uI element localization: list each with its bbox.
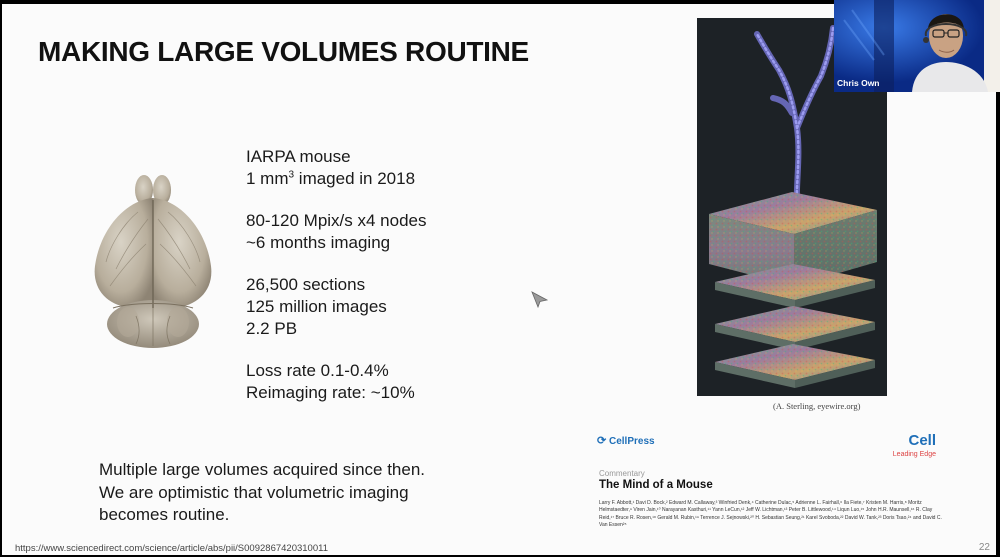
summary-line: We are optimistic that volumetric imaging	[99, 482, 409, 502]
fact-line: Reimaging rate: ~10%	[246, 383, 415, 402]
paper-citation	[597, 434, 944, 542]
cell-journal-logo: Cell	[908, 432, 936, 449]
fact-line-volume	[246, 168, 427, 190]
author-list: Larry F. Abbott,¹ Davi D. Bock,² Edward M. Callaway,³ Winfried Denk,⁴ Catherine Dulac,⁵ Adrienne L. Fairhall,⁶ Ila Fiete,⁷ Kristen M. Harris,⁸ Moritz Helmstaedter,⁹ Viren Jain,¹⁰ Narayanan Kasthuri,¹¹ Yann LeCun,¹² Jeff W. Lichtman,¹³ Peter B. Littlewood,¹⁴ Liqun Luo,¹⁵ John H.R. Maunsell,¹⁶ R. Clay Reid,¹⁷ Bruce R. Rosen,¹⁸ Gerald M. Rubin,¹⁹ Terrence J. Sejnowski,²⁰ H. Sebastian Seung,²¹ Karel Svoboda,²² David W. Tank,²³ Doris Tsao,²⁴ and David C. Van Essen²⁵	[599, 500, 942, 529]
fact-group-data	[246, 274, 427, 340]
mouse-pointer-icon	[531, 291, 549, 309]
source-url-link[interactable]: https://www.sciencedirect.com/science/article/abs/pii/S0092867420310011	[15, 543, 328, 554]
cellpress-text: CellPress	[609, 436, 655, 447]
fact-superscript: 3	[288, 169, 295, 181]
slide-title: MAKING LARGE VOLUMES ROUTINE	[38, 36, 529, 67]
figure-caption: (A. Sterling, eyewire.org)	[773, 401, 861, 411]
fact-line: 26,500 sections	[246, 275, 366, 294]
fact-group-rates	[246, 360, 427, 404]
fact-line: 2.2 PB	[246, 319, 298, 338]
summary-line: becomes routine.	[99, 505, 230, 524]
article-type: Commentary	[599, 469, 645, 478]
fact-line: ~6 months imaging	[246, 233, 391, 252]
section-label: Leading Edge	[892, 451, 936, 458]
fact-line: Loss rate 0.1-0.4%	[246, 361, 389, 380]
cellpress-icon: ⟳	[597, 435, 607, 447]
fact-text: 1 mm	[246, 169, 289, 188]
facts-list	[246, 146, 427, 424]
summary-text	[99, 459, 425, 527]
fact-group-iarpa	[246, 146, 427, 190]
fact-group-throughput	[246, 210, 427, 254]
presenter-name: Chris Own	[837, 78, 880, 88]
webcam-tile[interactable]	[834, 0, 1000, 92]
paper-title: The Mind of a Mouse	[599, 479, 713, 491]
summary-line: Multiple large volumes acquired since then.	[99, 460, 426, 479]
cellpress-logo	[597, 434, 655, 447]
mouse-brain-image	[88, 174, 218, 354]
fact-line: IARPA mouse	[246, 147, 351, 166]
fact-line: 125 million images	[246, 297, 387, 316]
fact-text: imaged in 2018	[294, 169, 416, 188]
fact-line: 80-120 Mpix/s x4 nodes	[246, 211, 427, 230]
page-number: 22	[978, 542, 990, 553]
